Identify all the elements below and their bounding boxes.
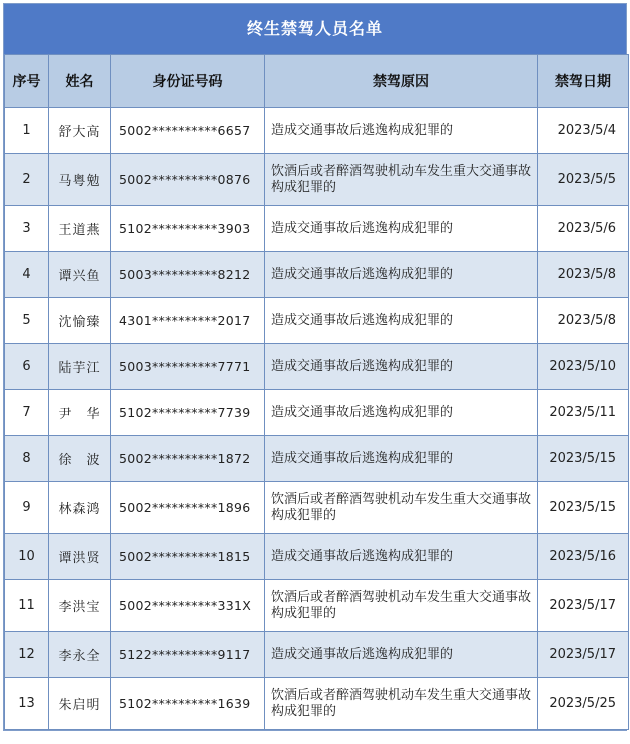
person-name: 舒大高 bbox=[49, 108, 111, 154]
ban-reason: 造成交通事故后逃逸构成犯罪的 bbox=[265, 252, 538, 298]
id-number: 5003**********8212 bbox=[111, 252, 265, 298]
ban-date: 2023/5/6 bbox=[538, 206, 629, 252]
header-reason: 禁驾原因 bbox=[265, 55, 538, 108]
person-name: 谭兴鱼 bbox=[49, 252, 111, 298]
row-number: 8 bbox=[5, 436, 49, 482]
table-row bbox=[5, 678, 629, 730]
ban-date: 2023/5/4 bbox=[538, 108, 629, 154]
person-name: 朱启明 bbox=[49, 678, 111, 730]
ban-reason: 造成交通事故后逃逸构成犯罪的 bbox=[265, 390, 538, 436]
person-name: 林森鸿 bbox=[49, 482, 111, 534]
row-number: 6 bbox=[5, 344, 49, 390]
ban-date: 2023/5/8 bbox=[538, 252, 629, 298]
ban-reason: 造成交通事故后逃逸构成犯罪的 bbox=[265, 206, 538, 252]
ban-list-sheet bbox=[3, 3, 627, 731]
ban-reason: 造成交通事故后逃逸构成犯罪的 bbox=[265, 108, 538, 154]
ban-date: 2023/5/11 bbox=[538, 390, 629, 436]
id-number: 4301**********2017 bbox=[111, 298, 265, 344]
table-row bbox=[5, 252, 629, 298]
id-number: 5002**********0876 bbox=[111, 154, 265, 206]
row-number: 9 bbox=[5, 482, 49, 534]
ban-date: 2023/5/15 bbox=[538, 482, 629, 534]
ban-date: 2023/5/17 bbox=[538, 632, 629, 678]
ban-date: 2023/5/16 bbox=[538, 534, 629, 580]
row-number: 12 bbox=[5, 632, 49, 678]
ban-date: 2023/5/5 bbox=[538, 154, 629, 206]
row-number: 13 bbox=[5, 678, 49, 730]
row-number: 7 bbox=[5, 390, 49, 436]
id-number: 5002**********1872 bbox=[111, 436, 265, 482]
table-row bbox=[5, 632, 629, 678]
person-name: 徐 波 bbox=[49, 436, 111, 482]
table-row bbox=[5, 436, 629, 482]
ban-reason: 饮酒后或者醉酒驾驶机动车发生重大交通事故构成犯罪的 bbox=[265, 678, 538, 730]
row-number: 10 bbox=[5, 534, 49, 580]
id-number: 5122**********9117 bbox=[111, 632, 265, 678]
table-row bbox=[5, 482, 629, 534]
table-row bbox=[5, 534, 629, 580]
ban-reason: 造成交通事故后逃逸构成犯罪的 bbox=[265, 632, 538, 678]
id-number: 5003**********7771 bbox=[111, 344, 265, 390]
header-row bbox=[5, 55, 629, 108]
ban-date: 2023/5/17 bbox=[538, 580, 629, 632]
ban-date: 2023/5/15 bbox=[538, 436, 629, 482]
row-number: 2 bbox=[5, 154, 49, 206]
sheet-title: 终生禁驾人员名单 bbox=[4, 4, 626, 54]
id-number: 5002**********331X bbox=[111, 580, 265, 632]
row-number: 5 bbox=[5, 298, 49, 344]
table-row bbox=[5, 580, 629, 632]
id-number: 5002**********1896 bbox=[111, 482, 265, 534]
id-number: 5102**********3903 bbox=[111, 206, 265, 252]
person-name: 尹 华 bbox=[49, 390, 111, 436]
table-row bbox=[5, 154, 629, 206]
person-name: 李永全 bbox=[49, 632, 111, 678]
header-name: 姓名 bbox=[49, 55, 111, 108]
table-row bbox=[5, 344, 629, 390]
table-row bbox=[5, 108, 629, 154]
ban-date: 2023/5/10 bbox=[538, 344, 629, 390]
ban-reason: 饮酒后或者醉酒驾驶机动车发生重大交通事故构成犯罪的 bbox=[265, 482, 538, 534]
id-number: 5002**********1815 bbox=[111, 534, 265, 580]
person-name: 李洪宝 bbox=[49, 580, 111, 632]
person-name: 沈愉臻 bbox=[49, 298, 111, 344]
table-body bbox=[5, 108, 629, 730]
ban-reason: 饮酒后或者醉酒驾驶机动车发生重大交通事故构成犯罪的 bbox=[265, 580, 538, 632]
ban-date: 2023/5/8 bbox=[538, 298, 629, 344]
header-date: 禁驾日期 bbox=[538, 55, 629, 108]
table-row bbox=[5, 206, 629, 252]
person-name: 陆芋江 bbox=[49, 344, 111, 390]
person-name: 马粤勉 bbox=[49, 154, 111, 206]
person-name: 谭洪贤 bbox=[49, 534, 111, 580]
table-row bbox=[5, 298, 629, 344]
table-row bbox=[5, 390, 629, 436]
id-number: 5102**********7739 bbox=[111, 390, 265, 436]
ban-reason: 造成交通事故后逃逸构成犯罪的 bbox=[265, 436, 538, 482]
ban-list-table bbox=[4, 54, 629, 730]
person-name: 王道燕 bbox=[49, 206, 111, 252]
id-number: 5102**********1639 bbox=[111, 678, 265, 730]
ban-reason: 造成交通事故后逃逸构成犯罪的 bbox=[265, 298, 538, 344]
header-no: 序号 bbox=[5, 55, 49, 108]
row-number: 3 bbox=[5, 206, 49, 252]
row-number: 4 bbox=[5, 252, 49, 298]
ban-reason: 饮酒后或者醉酒驾驶机动车发生重大交通事故构成犯罪的 bbox=[265, 154, 538, 206]
id-number: 5002**********6657 bbox=[111, 108, 265, 154]
ban-reason: 造成交通事故后逃逸构成犯罪的 bbox=[265, 534, 538, 580]
row-number: 1 bbox=[5, 108, 49, 154]
row-number: 11 bbox=[5, 580, 49, 632]
ban-reason: 造成交通事故后逃逸构成犯罪的 bbox=[265, 344, 538, 390]
ban-date: 2023/5/25 bbox=[538, 678, 629, 730]
header-id: 身份证号码 bbox=[111, 55, 265, 108]
